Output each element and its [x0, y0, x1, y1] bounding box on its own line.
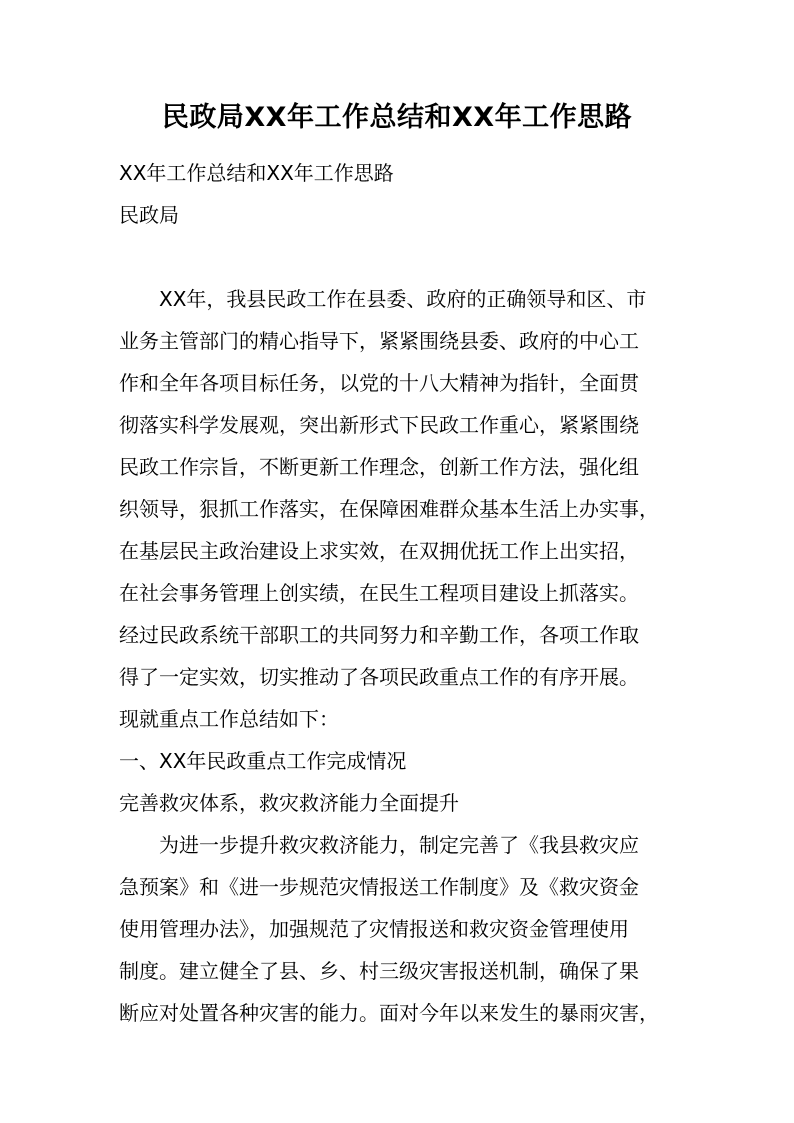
- document-title: 民政局XX年工作总结和XX年工作思路: [161, 102, 633, 133]
- paragraph-line: 使用管理办法》，加强规范了灾情报送和救灾资金管理使用: [119, 917, 629, 941]
- paragraph-line: XX年，我县民政工作在县委、政府的正确领导和区、市: [159, 287, 647, 311]
- paragraph-line: 业务主管部门的精心指导下，紧紧围绕县委、政府的中心工: [119, 329, 639, 353]
- department-name: 民政局: [119, 203, 179, 227]
- section-heading: 一、XX年民政重点工作完成情况: [119, 749, 407, 773]
- paragraph-line: 织领导，狠抓工作落实，在保障困难群众基本生活上办实事，: [119, 497, 659, 521]
- paragraph-line: 为进一步提升救灾救济能力，制定完善了《我县救灾应: [159, 833, 639, 857]
- paragraph-line: 民政工作宗旨，不断更新工作理念，创新工作方法，强化组: [119, 455, 639, 479]
- paragraph-line: 经过民政系统干部职工的共同努力和辛勤工作，各项工作取: [119, 623, 639, 647]
- paragraph-line: 急预案》和《进一步规范灾情报送工作制度》及《救灾资金: [119, 875, 639, 899]
- paragraph-line: 得了一定实效，切实推动了各项民政重点工作的有序开展。: [119, 665, 639, 689]
- paragraph-line: 现就重点工作总结如下：: [119, 707, 339, 731]
- paragraph-line: 在基层民主政治建设上求实效，在双拥优抚工作上出实招，: [119, 539, 639, 563]
- paragraph-line: 彻落实科学发展观，突出新形式下民政工作重心，紧紧围绕: [119, 413, 639, 437]
- paragraph-line: 作和全年各项目标任务，以党的十八大精神为指针，全面贯: [119, 371, 639, 395]
- paragraph-line: 断应对处置各种灾害的能力。面对今年以来发生的暴雨灾害，: [119, 1001, 659, 1025]
- paragraph-line: 在社会事务管理上创实绩，在民生工程项目建设上抓落实。: [119, 581, 639, 605]
- document-subtitle: XX年工作总结和XX年工作思路: [119, 161, 394, 185]
- subsection-heading: 完善救灾体系，救灾救济能力全面提升: [119, 791, 459, 815]
- paragraph-line: 制度。建立健全了县、乡、村三级灾害报送机制，确保了果: [119, 959, 639, 983]
